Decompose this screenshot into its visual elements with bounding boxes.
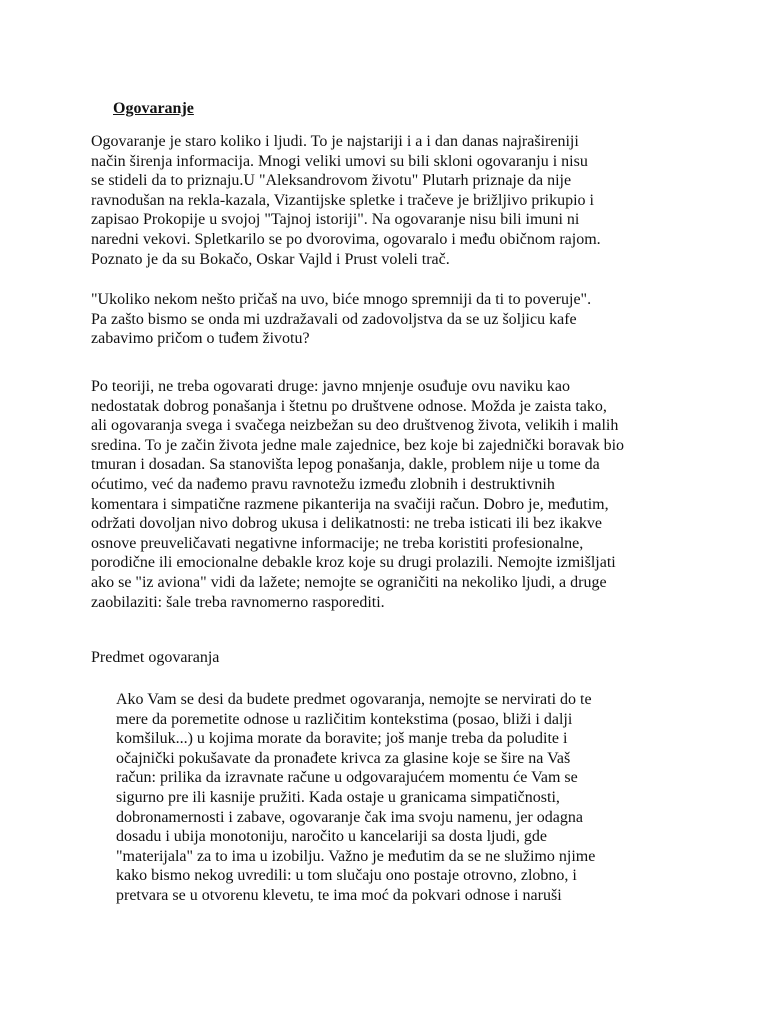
text-line: dosadu i ubija monotoniju, naročito u kancelariji sa dosta ljudi, gde (116, 828, 548, 846)
text-line: zaobilaziti: šale treba ravnomerno rasporediti. (91, 593, 385, 611)
paragraph-theory (91, 377, 624, 612)
text-line: Poznato je da su Bokačo, Oskar Vajld i Prust voleli trač. (91, 250, 450, 268)
text-line: dobronamernosti i zabave, ogovaranje čak ima svoju namenu, jer odagna (116, 808, 583, 826)
text-line: sigurno pre ili kasnije pružiti. Kada ostaje u granicama simpatičnosti, (116, 788, 560, 806)
text-line: Po teoriji, ne treba ogovarati druge: javno mnjenje osuđuje ovu naviku kao (91, 378, 570, 395)
text-line: Pa zašto bismo se onda mi uzdražavali od zadovoljstva da se uz šoljicu kafe (91, 310, 577, 328)
paragraph-quote (91, 290, 591, 349)
text-line: mere da poremetite odnose u različitim kontekstima (posao, bliži i dalji (116, 710, 573, 728)
text-line: pretvara se u otvorenu klevetu, te ima moć da pokvari odnose i naruši (116, 886, 562, 904)
text-line: ako se "iz aviona" vidi da lažete; nemojte se ograničiti na nekoliko ljudi, a druge (91, 573, 607, 591)
text-line: ali ogovaranja svega i svačega neizbežan su deo društvenog života, velikih i malih (91, 417, 619, 435)
text-line: ravnodušan na rekla-kazala, Vizantijske spletke i tračeve je brižljivo prikupio i (91, 191, 594, 209)
text-line: komentara i simpatične razmene pikanterija na svačiji račun. Dobro je, međutim, (91, 495, 609, 513)
text-line: račun: prilika da izravnate račune u odgovarajućem momentu će Vam se (116, 769, 578, 787)
text-line: očajnički pokušavate da pronađete krivca za glasine koje se šire na Vaš (116, 749, 571, 767)
text-line: se stideli da to priznaju.U "Aleksandrovom životu" Plutarh priznaje da nije (91, 172, 572, 190)
text-line: nedostatak dobrog ponašanja i štetnu po društvene odnose. Možda je zaista tako, (91, 397, 607, 415)
text-line: način širenja informacija. Mnogi veliki umovi su bili skloni ogovaranju i nisu (91, 152, 588, 170)
text-line: sredina. To je začin života jedne male zajednice, bez koje bi zajednički boravak bio (91, 436, 625, 454)
text-line: komšiluk...) u kojima morate da boravite; još manje treba da poludite i (116, 730, 568, 748)
section-subheading: Predmet ogovaranja (91, 649, 220, 666)
paragraph-intro (91, 132, 601, 269)
text-line: naredni vekovi. Spletkarilo se po dvorovima, ogovaralo i među običnom rajom. (91, 230, 601, 248)
paragraph-subject (116, 690, 595, 906)
text-line: oćutimo, već da nađemo pravu ravnotežu između zlobnih i destruktivnih (91, 475, 555, 493)
text-line: tmuran i dosadan. Sa stanovišta lepog ponašanja, dakle, problem nije u tome da (91, 456, 600, 474)
text-line: "materijala" za to ima u izobilju. Važno je međutim da se ne služimo njime (116, 847, 596, 865)
text-line: zabavimo pričom o tuđem životu? (91, 330, 310, 348)
text-line: porodične ili emocionalne debakle kroz koje su drugi prolazili. Nemojte izmišljati (91, 554, 616, 572)
text-line: zapisao Prokopije u svojoj "Tajnoj istoriji". Na ogovaranje nisu bili imuni ni (91, 211, 580, 229)
text-line: kako bismo nekog uvredili: u tom slučaju ono postaje otrovno, zlobno, i (116, 867, 577, 885)
text-line: Ako Vam se desi da budete predmet ogovaranja, nemojte se nervirati do te (116, 691, 592, 708)
text-line: Ogovaranje je staro koliko i ljudi. To je najstariji i a i dan danas najrašireniji (91, 133, 579, 150)
document-title: Ogovaranje (113, 100, 194, 117)
text-line: održati dovoljan nivo dobrog ukusa i delikatnosti: ne treba isticati ili bez ikakve (91, 515, 602, 533)
text-line: osnove preuveličavati negativne informacije; ne treba koristiti profesionalne, (91, 534, 584, 552)
text-line: "Ukoliko nekom nešto pričaš na uvo, biće mnogo spremniji da ti to poveruje". (91, 291, 592, 308)
